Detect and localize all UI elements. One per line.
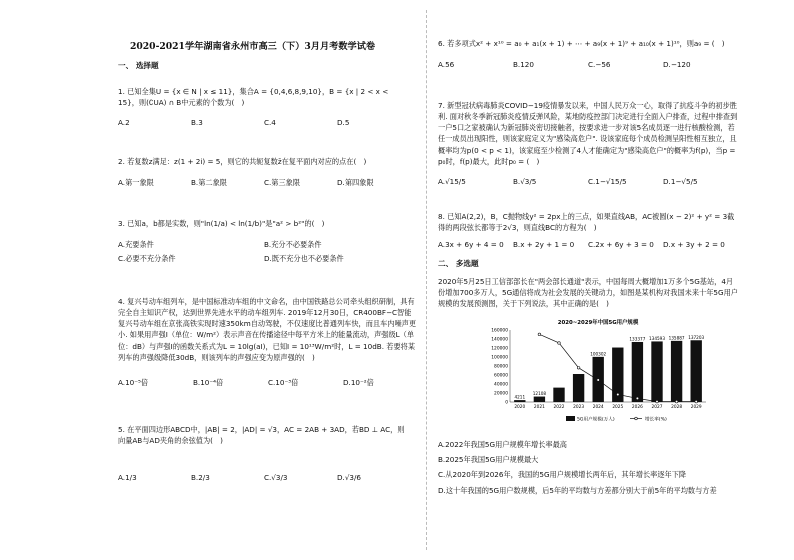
x-tick-label: 2028: [671, 405, 683, 410]
growth-rate-point: [695, 400, 698, 403]
x-tick-label: 2027: [651, 405, 663, 410]
q2-option-d[interactable]: D.第四象限: [337, 178, 374, 188]
q1-option-a[interactable]: A.2: [118, 118, 130, 128]
y-tick-label: 40000: [494, 382, 508, 388]
y-tick-label: 140000: [491, 337, 508, 343]
growth-rate-point: [597, 379, 600, 382]
question-4-text: 4. 复兴号动车组列车，是中国标准动车组的中文命名，由中国铁路总公司牵头组织研制，具有完全自主知识产权，达到世界先进水平的动车组列车. 2019年12月30日，CR400BF−C智能复兴号动车组在京张高铁实现时速350km自动驾驶，不仅速度比普通列车快，而且车内噪声更小. 如果用声强I（单位：W/m²）表示声音在传播途径中每平方米上的能量流动，声强级L（单位：dB）与声强I的函数关系式为L = 10lg(aI)，已知I = 10¹³W/m²时，L = 10dB. 若要将某列车的声强级降低30dB，则该列车的声强应变为原声强的( ): [118, 297, 417, 362]
legend-label-line: 增长率(%): [645, 417, 667, 423]
question-5-options: [118, 472, 410, 483]
q2-option-c[interactable]: C.第三象限: [264, 178, 301, 188]
y-tick-label: 20000: [494, 391, 508, 397]
q6-option-b[interactable]: B.120: [513, 60, 534, 70]
x-tick-label: 2021: [533, 405, 545, 410]
question-4: [118, 296, 418, 388]
chart-title: 2020~2029年中国5G用户规模: [557, 320, 639, 326]
bar-value-label: 12108: [532, 391, 547, 397]
x-tick-label: 2020: [514, 405, 526, 410]
bar-value-label: 137203: [688, 334, 705, 340]
q3-option-a[interactable]: A.充要条件: [118, 240, 154, 250]
question-7-options: [438, 176, 738, 187]
growth-rate-point: [558, 342, 561, 345]
q5-option-b[interactable]: B.2/3: [191, 473, 210, 483]
bar-2027: [651, 341, 662, 402]
q7-option-c[interactable]: C.1−√15/5: [588, 176, 627, 186]
growth-rate-point: [675, 400, 678, 403]
q1-option-d[interactable]: D.5: [337, 118, 350, 128]
q5-option-a[interactable]: A.1/3: [118, 473, 137, 483]
bar-2021: [534, 397, 545, 402]
q8-option-c[interactable]: C.2x + 6y + 3 = 0: [588, 240, 654, 250]
question-2: [118, 156, 410, 188]
growth-rate-point: [617, 393, 620, 396]
question-3-text: 3. 已知a，b都是实数，则"ln(1/a) < ln(1/b)"是"a² > b²"的( ): [118, 219, 325, 228]
x-tick-label: 2026: [631, 405, 643, 410]
q4-option-a[interactable]: A.10⁻⁵倍: [118, 377, 149, 387]
q9-option-a[interactable]: A.2022年我国5G用户规模年增长率最高: [438, 440, 567, 449]
q6-option-a[interactable]: A.56: [438, 60, 455, 70]
x-tick-label: 2022: [553, 405, 565, 410]
q3-option-d[interactable]: D.既不充分也不必要条件: [264, 253, 344, 263]
q9-option-c[interactable]: C.从2020年到2026年，我国的5G用户规模增长两年后，其年增长率逐年下降: [438, 469, 687, 479]
question-7-text: 7. 新型冠状病毒肺炎COVID−19疫情暴发以来，中国人民万众一心，取得了抗疫斗争的初步胜利. 面对秋冬季新冠肺炎疫情反弹风险，某地防疫控部门决定进行全面入户排查，过程中排查到一户5口之家被确认为新冠肺炎密切接触者，按要求进一步对该5名成员逐一进行核酸检测，若任一成员出现阳性，则该家庭定义为"感染高危户". 设该家庭每个成员检测呈阳性相互独立，且概率均为p(0 < p < 1)，该家庭至少检测了4人才能确定为"感染高危户"的概率为f(p)，当p = p₀时，f(p)最大，此时p₀ = ( ): [438, 101, 738, 166]
question-6-text: 6. 若多项式x² + x¹⁰ = a₀ + a₁(x + 1) + ⋯ + a₉(x + 1)⁹ + a₁₀(x + 1)¹⁰，则a₉ = ( ): [438, 39, 725, 48]
question-5-text: 5. 在平面四边形ABCD中，|AB| = 2，|AD| = √3，AC = 2AB + 3AD，若BD ⊥ AC，则向量AB与AD夹角的余弦值为( ): [118, 425, 405, 446]
y-tick-label: 0: [505, 400, 508, 406]
growth-rate-point: [656, 400, 659, 403]
q8-option-d[interactable]: D.x + 3y + 2 = 0: [663, 240, 725, 250]
q6-option-d[interactable]: D.−120: [663, 60, 691, 70]
x-tick-label: 2024: [592, 405, 604, 410]
bar-2026: [632, 342, 643, 402]
question-7: [438, 100, 738, 187]
x-tick-label: 2025: [612, 405, 624, 410]
legend-swatch-bar: [566, 416, 575, 421]
section-heading-choice: 一、 选择题: [118, 61, 159, 70]
column-divider: [426, 10, 427, 550]
q4-option-d[interactable]: D.10⁻²倍: [343, 377, 374, 387]
x-tick-label: 2023: [573, 405, 585, 410]
question-6-options: [438, 59, 738, 70]
q7-option-a[interactable]: A.√15/5: [438, 176, 466, 186]
q6-option-c[interactable]: C.−56: [588, 60, 611, 70]
q2-option-a[interactable]: A.第一象限: [118, 178, 154, 188]
question-1-options: [118, 117, 410, 128]
y-tick-label: 60000: [494, 373, 508, 379]
y-tick-label: 100000: [491, 355, 508, 361]
q9-option-d[interactable]: D.这十年我国的5G用户数规模，后5年的平均数与方差都分别大于前5年的平均数与方差: [438, 486, 717, 496]
question-8-text: 8. 已知A(2,2)，B，C抛物线y² = 2px上的三点，如果直线AB，AC被圆(x − 2)² + y² = 3截得的两段弦长都等于2√3，则直线BC的方程为( ): [438, 212, 735, 233]
q1-option-b[interactable]: B.3: [191, 118, 203, 128]
bar-value-label: 134593: [649, 335, 665, 341]
q4-option-c[interactable]: C.10⁻³倍: [268, 377, 299, 387]
growth-rate-point: [538, 333, 541, 336]
question-2-options: [118, 177, 410, 188]
y-tick-label: 80000: [494, 364, 508, 370]
question-5: [118, 424, 410, 483]
q5-option-c[interactable]: C.√3/3: [264, 473, 288, 483]
y-tick-label: 120000: [491, 346, 508, 352]
q5-option-d[interactable]: D.√3/6: [337, 473, 361, 483]
bar-value-label: 100302: [590, 351, 607, 357]
question-2-text: 2. 若复数z满足：z(1 + 2i) = 5，则它的共轭复数z̄在复平面内对应的点在( ): [118, 157, 367, 166]
question-9-options: [438, 438, 738, 496]
q2-option-b[interactable]: B.第二象限: [191, 178, 227, 188]
section-heading-multi: 二、 多选题: [438, 259, 479, 268]
bar-value-label: 135887: [668, 335, 685, 341]
legend-swatch-marker: [635, 417, 638, 420]
q7-option-d[interactable]: D.1−√5/5: [663, 176, 698, 186]
growth-rate-point: [577, 367, 580, 370]
q3-option-c[interactable]: C.必要不充分条件: [118, 253, 176, 263]
q1-option-c[interactable]: C.4: [264, 118, 276, 128]
q8-option-b[interactable]: B.x + 2y + 1 = 0: [513, 240, 575, 250]
q3-option-b[interactable]: B.充分不必要条件: [264, 240, 322, 250]
question-4-options: [118, 377, 418, 388]
question-6: [438, 38, 738, 70]
bar-2028: [671, 341, 682, 402]
q4-option-b[interactable]: B.10⁻⁴倍: [193, 377, 224, 387]
page-title: 2020-2021学年湖南省永州市高三（下）3月月考数学试卷: [130, 41, 376, 52]
bar-2020: [514, 400, 525, 402]
x-tick-label: 2029: [690, 405, 702, 410]
growth-chart: [480, 316, 716, 428]
q9-option-b[interactable]: B.2025年我国5G用户规模最大: [438, 454, 539, 464]
bar-value-label: 133377: [629, 336, 646, 342]
bar-2029: [691, 340, 702, 402]
question-1-text: 1. 已知全集U = {x ∈ N | x ≤ 11}，集合A = {0,4,6,8,9,10}，B = {x | 2 < x < 15}，则(∁UA) ∩ B中元素的个数为( ): [118, 87, 389, 108]
question-9-stem: 2020年5月25日工信部部长在"两会部长通道"表示，中国每周大概增加1万多个5G基站，4月份增加700多万人，5G通信将成为社会发展的关键动力，如图是某机构对我国未来十年5G用户规模的发展预测图，关于下列说法，其中正确的是( ): [438, 277, 738, 309]
q8-option-a[interactable]: A.3x + 6y + 4 = 0: [438, 240, 504, 250]
bar-2023: [573, 374, 584, 402]
question-3: [118, 218, 410, 266]
y-tick-label: 160000: [491, 328, 508, 334]
question-1: [118, 86, 410, 128]
question-8-options: [438, 239, 738, 250]
chart-svg: [480, 316, 716, 428]
question-3-options: [118, 238, 410, 265]
q7-option-b[interactable]: B.√3/5: [513, 176, 537, 186]
legend-label-bar: 5G用户规模(万人): [577, 417, 615, 423]
growth-rate-point: [636, 397, 639, 400]
bar-value-label: 4211: [514, 394, 526, 400]
bar-2022: [553, 388, 564, 402]
question-8: [438, 211, 738, 250]
